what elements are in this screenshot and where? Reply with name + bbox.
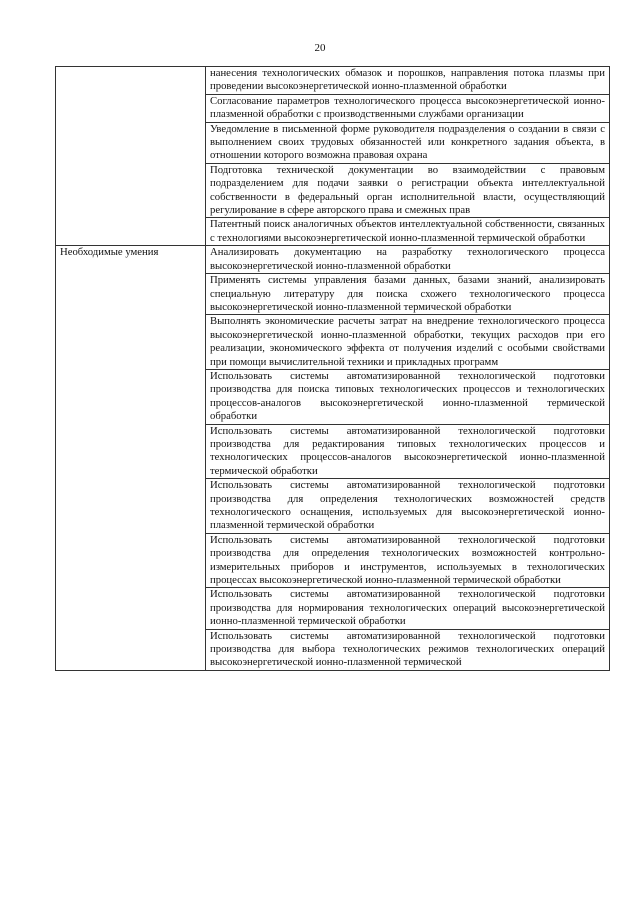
page-number: 20 — [314, 42, 326, 54]
table-row — [56, 588, 610, 629]
skill-text: Использовать системы автоматизированной технологической подготовки производства для определения технологических возможностей контрольно-измерительных приборов и инструментов, используемых в технологических процессах высокоэнергетической ионно-плазменной термической обработки — [206, 533, 610, 588]
empty-label-cell — [56, 67, 206, 95]
empty-label-cell — [56, 218, 206, 246]
empty-label-cell — [56, 533, 206, 588]
table-row — [56, 424, 610, 479]
skill-text: Использовать системы автоматизированной технологической подготовки производства для выбора технологических режимов технологических операций высокоэнергетической ионно-плазменной термической — [206, 629, 610, 670]
labor-action-text: Подготовка технической документации во взаимодействии с правовым подразделением для подачи заявки о регистрации объекта интеллектуальной собственности в федеральный орган исполнительной власти, осуществляющий регулирование в сфере авторского права и смежных прав — [206, 163, 610, 218]
table-row — [56, 218, 610, 246]
labor-action-text: Согласование параметров технологического процесса высокоэнергетической ионно-плазменной обработки с производственными службами организации — [206, 94, 610, 122]
labor-action-text: Уведомление в письменной форме руководителя подразделения о создании в связи с выполнением своих трудовых обязанностей или конкретного задания объекта, в отношении которого возможна правовая охрана — [206, 122, 610, 163]
table-row — [56, 533, 610, 588]
empty-label-cell — [56, 588, 206, 629]
empty-label-cell — [56, 369, 206, 424]
table-row — [56, 94, 610, 122]
table-row — [56, 315, 610, 370]
table-row — [56, 274, 610, 315]
empty-label-cell — [56, 424, 206, 479]
skill-text: Применять системы управления базами данных, базами знаний, анализировать специальную литературу для поиска схожего технологического процесса высокоэнергетической ионно-плазменной термической обработки — [206, 274, 610, 315]
table-row — [56, 122, 610, 163]
empty-label-cell — [56, 122, 206, 163]
skill-text: Использовать системы автоматизированной технологической подготовки производства для поиска типовых технологических процессов и технологических процессов-аналогов высокоэнергетической ионно-плазменной термической обработки — [206, 369, 610, 424]
empty-label-cell — [56, 629, 206, 670]
skill-text: Использовать системы автоматизированной технологической подготовки производства для нормирования технологических операций высокоэнергетической ионно-плазменной термической обработки — [206, 588, 610, 629]
table-row — [56, 163, 610, 218]
skills-label: Необходимые умения — [56, 246, 206, 274]
empty-label-cell — [56, 274, 206, 315]
table-row — [56, 369, 610, 424]
empty-label-cell — [56, 163, 206, 218]
competency-table — [55, 66, 610, 671]
empty-label-cell — [56, 479, 206, 534]
labor-action-text: Патентный поиск аналогичных объектов интеллектуальной собственности, связанных с технологиями высокоэнергетической ионно-плазменной термической обработки — [206, 218, 610, 246]
table-row — [56, 67, 610, 95]
skill-text: Использовать системы автоматизированной технологической подготовки производства для определения технологических возможностей средств технологического оснащения, используемых для высокоэнергетической ионно-плазменной термической обработки — [206, 479, 610, 534]
skill-text: Анализировать документацию на разработку технологического процесса высокоэнергетической ионно-плазменной обработки — [206, 246, 610, 274]
empty-label-cell — [56, 315, 206, 370]
skill-text: Выполнять экономические расчеты затрат на внедрение технологического процесса высокоэнергетической ионно-плазменной обработки, текущих расходов при его реализации, экономического эффекта от получения изделий с особыми свойствами при помощи вычислительной техники и прикладных программ — [206, 315, 610, 370]
skill-text: Использовать системы автоматизированной технологической подготовки производства для редактирования типовых технологических процессов и технологических процессов-аналогов высокоэнергетической ионно-плазменной термической обработки — [206, 424, 610, 479]
table-row — [56, 246, 610, 274]
empty-label-cell — [56, 94, 206, 122]
labor-action-text: нанесения технологических обмазок и порошков, направления потока плазмы при проведении высокоэнергетической ионно-плазменной обработки — [206, 67, 610, 95]
table-row — [56, 479, 610, 534]
table-row — [56, 629, 610, 670]
